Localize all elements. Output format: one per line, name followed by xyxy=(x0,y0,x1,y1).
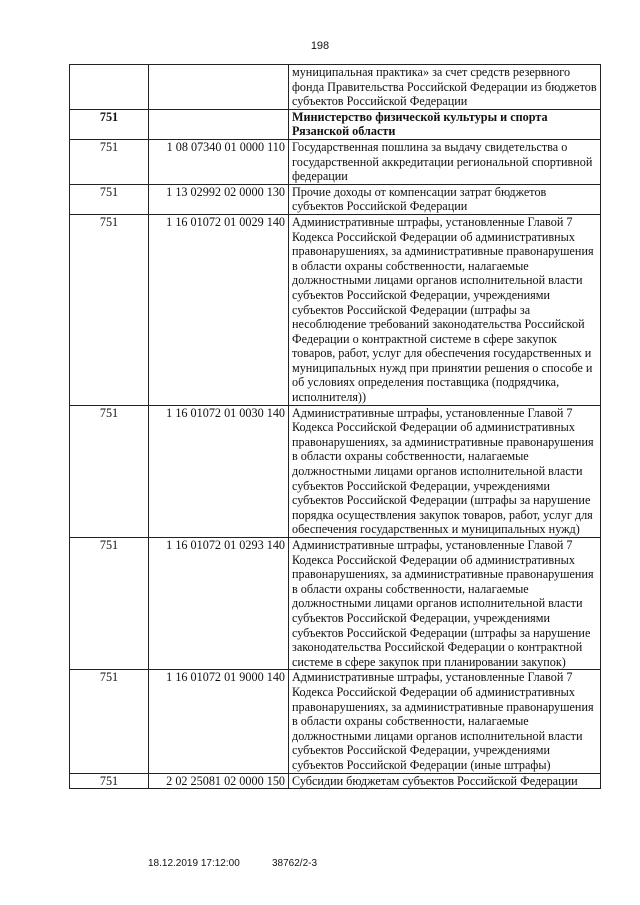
income-name-cell: Государственная пошлина за выдачу свидетельства о государственной аккредитации региональной спортивной федерации xyxy=(289,139,601,184)
table-row xyxy=(70,538,601,670)
table-row xyxy=(70,109,601,139)
revenue-code-cell xyxy=(149,109,289,139)
page-number: 198 xyxy=(310,40,330,52)
admin-code-cell: 751 xyxy=(70,109,149,139)
revenue-code-cell: 1 08 07340 01 0000 110 xyxy=(149,139,289,184)
table-row xyxy=(70,670,601,773)
admin-code-cell: 751 xyxy=(70,670,149,773)
table-row xyxy=(70,773,601,789)
table-row xyxy=(70,405,601,537)
income-name-cell: Административные штрафы, установленные Главой 7 Кодекса Российской Федерации об административных правонарушениях, за административные правонарушения в области охраны собственности, налагаемые должностными лицами органов исполнительной власти субъектов Российской Федерации, учреждениями субъектов Российской Федерации (штрафы за нарушение законодательства Российской Федерации о контрактной системе в сфере закупок при планировании закупок) xyxy=(289,538,601,670)
admin-code-cell: 751 xyxy=(70,538,149,670)
income-name-cell: Административные штрафы, установленные Главой 7 Кодекса Российской Федерации об административных правонарушениях, за административные правонарушения в области охраны собственности, налагаемые должностными лицами органов исполнительной власти субъектов Российской Федерации, учреждениями субъектов Российской Федерации (штрафы за нарушение порядка осуществления закупок товаров, работ, услуг для обеспечения государственных и муниципальных нужд) xyxy=(289,405,601,537)
income-name-cell: Субсидии бюджетам субъектов Российской Федерации xyxy=(289,773,601,789)
income-name-cell: Министерство физической культуры и спорта Рязанской области xyxy=(289,109,601,139)
admin-code-cell: 751 xyxy=(70,139,149,184)
revenue-code-cell: 1 16 01072 01 0029 140 xyxy=(149,214,289,405)
income-name-cell: Административные штрафы, установленные Главой 7 Кодекса Российской Федерации об административных правонарушениях, за административные правонарушения в области охраны собственности, налагаемые должностными лицами органов исполнительной власти субъектов Российской Федерации, учреждениями субъектов Российской Федерации (иные штрафы) xyxy=(289,670,601,773)
revenue-code-cell: 1 16 01072 01 0293 140 xyxy=(149,538,289,670)
revenue-code-cell: 1 16 01072 01 9000 140 xyxy=(149,670,289,773)
revenue-code-cell: 1 16 01072 01 0030 140 xyxy=(149,405,289,537)
admin-code-cell: 751 xyxy=(70,773,149,789)
footer-document-id: 38762/2-3 xyxy=(272,858,318,869)
table-row xyxy=(70,139,601,184)
income-name-cell: Административные штрафы, установленные Главой 7 Кодекса Российской Федерации об административных правонарушениях, за административные правонарушения в области охраны собственности, налагаемые должностными лицами органов исполнительной власти субъектов Российской Федерации, учреждениями субъектов Российской Федерации (штрафы за несоблюдение требований законодательства Российской Федерации о контрактной системе в сфере закупок товаров, работ, услуг для обеспечения государственных и муниципальных нужд при принятии решения о способе и об условиях определения поставщика (подрядчика, исполнителя)) xyxy=(289,214,601,405)
revenue-code-cell: 1 13 02992 02 0000 130 xyxy=(149,184,289,214)
revenue-code-cell: 2 02 25081 02 0000 150 xyxy=(149,773,289,789)
revenue-codes-table xyxy=(69,64,601,789)
admin-code-cell: 751 xyxy=(70,184,149,214)
table-row xyxy=(70,214,601,405)
income-name-cell: Прочие доходы от компенсации затрат бюджетов субъектов Российской Федерации xyxy=(289,184,601,214)
table-row xyxy=(70,65,601,110)
footer-timestamp: 18.12.2019 17:12:00 xyxy=(148,858,240,869)
admin-code-cell: 751 xyxy=(70,214,149,405)
income-name-cell: муниципальная практика» за счет средств резервного фонда Правительства Российской Федерации из бюджетов субъектов Российской Федерации xyxy=(289,65,601,110)
table-row xyxy=(70,184,601,214)
revenue-code-cell xyxy=(149,65,289,110)
admin-code-cell xyxy=(70,65,149,110)
admin-code-cell: 751 xyxy=(70,405,149,537)
